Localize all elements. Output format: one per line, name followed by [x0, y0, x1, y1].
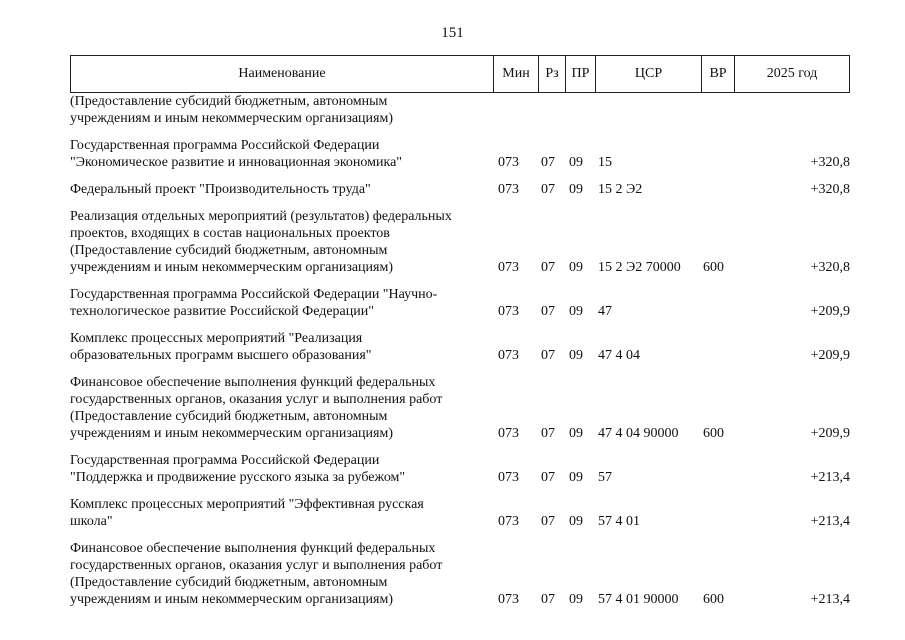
row-sum: +209,9: [810, 304, 850, 319]
table-header: [70, 55, 850, 93]
row-name-line: Федеральный проект "Производительность труда": [70, 182, 371, 197]
row-name-line: учреждениям и иным некоммерческим организациям): [70, 426, 394, 441]
row-vr: 600: [703, 426, 724, 441]
row-rz: 07: [541, 155, 555, 170]
row-rz: 07: [541, 426, 555, 441]
page-number: 151: [441, 25, 464, 41]
row-vr: 600: [703, 260, 724, 275]
row-csr: 47 4 04 90000: [598, 426, 679, 441]
row-vr: 600: [703, 592, 724, 607]
row-name-line: государственных органов, оказания услуг и выполнения работ: [70, 392, 443, 407]
row-name-line: образовательных программ высшего образования": [70, 348, 372, 363]
row-name-line: (Предоставление субсидий бюджетным, автономным: [70, 243, 388, 258]
row-min: 073: [498, 348, 519, 363]
row-min: 073: [498, 155, 519, 170]
header-name: Наименование: [238, 66, 326, 81]
row-pr: 09: [569, 260, 583, 275]
row-csr: 15 2 Э2 70000: [598, 260, 681, 275]
table-row: [70, 540, 860, 608]
row-name-line: государственных органов, оказания услуг и выполнения работ: [70, 558, 443, 573]
row-name-line: Финансовое обеспечение выполнения функций федеральных: [70, 541, 436, 556]
row-name-line: школа": [70, 514, 113, 529]
row-name-line: Комплекс процессных мероприятий "Эффективная русская: [70, 497, 424, 512]
row-name-line: учреждениям и иным некоммерческим организациям): [70, 111, 394, 126]
table-row: [70, 496, 860, 530]
row-name-line: Государственная программа Российской Федерации: [70, 138, 380, 153]
row-name: [70, 540, 488, 608]
row-rz: 07: [541, 348, 555, 363]
row-sum: +209,9: [810, 426, 850, 441]
table-row: [70, 208, 860, 276]
row-rz: 07: [541, 260, 555, 275]
row-name-line: проектов, входящих в состав национальных проектов: [70, 226, 390, 241]
row-rz: 07: [541, 514, 555, 529]
row-name: [70, 330, 488, 364]
row-name: [70, 374, 488, 442]
row-name: [70, 496, 488, 530]
row-sum: +213,4: [810, 592, 850, 607]
row-rz: 07: [541, 304, 555, 319]
row-name-line: Государственная программа Российской Федерации: [70, 453, 380, 468]
row-min: 073: [498, 304, 519, 319]
row-name: [70, 137, 488, 171]
row-name-line: Реализация отдельных мероприятий (результатов) федеральных: [70, 209, 452, 224]
row-pr: 09: [569, 426, 583, 441]
table-body: [70, 93, 860, 618]
row-name-line: (Предоставление субсидий бюджетным, автономным: [70, 94, 388, 109]
row-min: 073: [498, 182, 519, 197]
row-pr: 09: [569, 470, 583, 485]
row-name-line: учреждениям и иным некоммерческим организациям): [70, 260, 394, 275]
row-name-line: Финансовое обеспечение выполнения функций федеральных: [70, 375, 436, 390]
row-rz: 07: [541, 592, 555, 607]
row-min: 073: [498, 260, 519, 275]
row-name-line: (Предоставление субсидий бюджетным, автономным: [70, 575, 388, 590]
row-sum: +213,4: [810, 514, 850, 529]
header-vr: ВР: [701, 56, 734, 92]
header-min: Мин: [493, 56, 538, 92]
table-row: [70, 93, 860, 127]
row-csr: 57 4 01 90000: [598, 592, 679, 607]
row-pr: 09: [569, 592, 583, 607]
row-name-line: (Предоставление субсидий бюджетным, автономным: [70, 409, 388, 424]
row-pr: 09: [569, 182, 583, 197]
row-name: [70, 208, 488, 276]
row-csr: 57 4 01: [598, 514, 640, 529]
row-rz: 07: [541, 182, 555, 197]
row-sum: +320,8: [810, 260, 850, 275]
row-name-line: технологическое развитие Российской Федерации": [70, 304, 374, 319]
row-min: 073: [498, 592, 519, 607]
row-pr: 09: [569, 155, 583, 170]
row-name: [70, 93, 488, 127]
row-min: 073: [498, 426, 519, 441]
row-csr: 15 2 Э2: [598, 182, 643, 197]
row-min: 073: [498, 470, 519, 485]
table-row: [70, 286, 860, 320]
row-name: [70, 286, 488, 320]
table-row: [70, 181, 860, 198]
row-csr: 57: [598, 470, 612, 485]
row-name-line: Государственная программа Российской Федерации "Научно-: [70, 287, 438, 302]
row-csr: 47: [598, 304, 612, 319]
row-name: [70, 181, 488, 198]
row-pr: 09: [569, 348, 583, 363]
header-rz: Рз: [538, 56, 565, 92]
row-min: 073: [498, 514, 519, 529]
row-csr: 15: [598, 155, 612, 170]
table-row: [70, 330, 860, 364]
row-csr: 47 4 04: [598, 348, 640, 363]
row-pr: 09: [569, 304, 583, 319]
row-sum: +209,9: [810, 348, 850, 363]
row-sum: +213,4: [810, 470, 850, 485]
table-row: [70, 137, 860, 171]
table-row: [70, 374, 860, 442]
row-rz: 07: [541, 470, 555, 485]
row-name: [70, 452, 488, 486]
header-pr: ПР: [565, 56, 595, 92]
row-name-line: "Экономическое развитие и инновационная экономика": [70, 155, 403, 170]
header-year: 2025 год: [734, 56, 849, 92]
row-sum: +320,8: [810, 155, 850, 170]
row-name-line: учреждениям и иным некоммерческим организациям): [70, 592, 394, 607]
row-sum: +320,8: [810, 182, 850, 197]
row-name-line: Комплекс процессных мероприятий "Реализация: [70, 331, 363, 346]
row-name-line: "Поддержка и продвижение русского языка за рубежом": [70, 470, 406, 485]
row-pr: 09: [569, 514, 583, 529]
header-csr: ЦСР: [595, 56, 701, 92]
table-row: [70, 452, 860, 486]
